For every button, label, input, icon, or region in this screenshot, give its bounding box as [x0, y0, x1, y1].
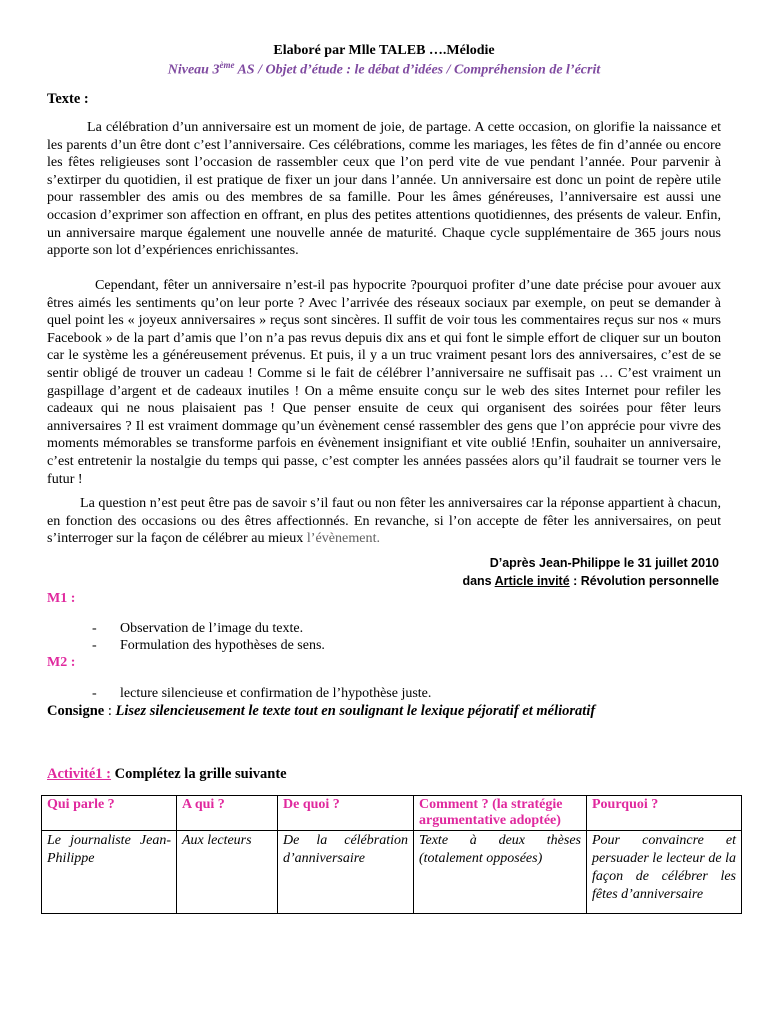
header-author: Elaboré par Mlle TALEB ….Mélodie — [273, 43, 495, 58]
paragraph-2-tail: l’évènement. — [306, 530, 381, 547]
paragraph-2 — [47, 277, 721, 488]
m2-item-text: lecture silencieuse et confirmation de l’hypothèse juste. — [120, 686, 432, 701]
m1-item-text: Observation de l’image du texte. — [120, 621, 304, 636]
consigne — [47, 703, 595, 720]
source-line-1: D’après Jean-Philippe le 31 juillet 2010 — [489, 556, 719, 570]
source-suffix: : Révolution personnelle — [569, 574, 719, 588]
level-prefix: Niveau 3 — [167, 62, 220, 78]
m1-item-text: Formulation des hypothèses de sens. — [120, 638, 325, 653]
consigne-text: Lisez silencieusement le texte tout en soulignant le lexique péjoratif et mélioratif — [115, 703, 596, 719]
texte-title: Texte : — [47, 91, 89, 107]
header-de-quoi: De quoi ? — [278, 796, 414, 831]
cell-de-quoi: De la célébration d’anniversaire — [278, 831, 414, 914]
table-row — [42, 831, 742, 914]
m1-label: M1 : — [47, 591, 76, 606]
bullet-dash: - — [92, 638, 97, 653]
paragraph-2-text: Cependant, fêter un anniversaire n’est-il pas hypocrite ?pourquoi profiter d’une date précise pour avouer aux êtres aimés les sentiments qu’on leur porte ? Avec l’arrivée des réseaux sociaux par exemple, on peut se demander à quel point les « joyeux anniversaires » reçus sont sincères. Il suffit de voir tous les commentaires reçus sur nos « murs Facebook » de la part d’amis que l’on n’a pas revus depuis dix ans et qui font le simple effort de cliquer sur un bouton car le système les a généreusement prévenus. Et puis, il y a un truc vraiment pesant lors des anniversaires, c’est de se sentir obligé de trouver un cadeau ! Comme si le fait de célébrer l’anniversaire ne suffisait pas … C’est vraiment un gaspillage d’argent et de cadeaux inutiles ! On a même ensuite conçu sur le web des sites Internet pour refiler les cadeaux qui ne nous plaisaient pas ! Que penser ensuite de ceux qui organisent des soirées pour fêter leurs anniversaires ? Il est vraiment dommage qu’un évènement censé rassembler des gens que l’on apprécie pour vivre des moments mémorables se transforme parfois en évènement insignifiant et vite oublié !Enfin, souhaiter un anniversaire, c’est entretenir la nostalgie du temps qui passe, c’est compter les années passées alors qu’il faudrait se tourner vers le futur ! — [47, 277, 721, 487]
source-prefix: dans — [462, 574, 495, 588]
source-article-link: Article invité — [494, 574, 570, 588]
paragraph-3 — [47, 495, 721, 548]
consigne-separator: : — [104, 703, 116, 719]
activity-text: Complétez la grille suivante — [111, 766, 287, 782]
header-comment: Comment ? (la stratégie argumentative adoptée) — [414, 796, 587, 831]
header-qui-parle: Qui parle ? — [42, 796, 177, 831]
header-pourquoi: Pourquoi ? — [587, 796, 742, 831]
m2-label: M2 : — [47, 655, 76, 670]
analysis-grid — [41, 795, 742, 914]
level-suffix: AS / Objet d’étude : le débat d’idées / Compréhension de l’écrit — [234, 62, 601, 78]
cell-qui-parle: Le journaliste Jean-Philippe — [42, 831, 177, 914]
cell-a-qui: Aux lecteurs — [177, 831, 278, 914]
table-header-row — [42, 796, 742, 831]
activity-1 — [47, 766, 287, 783]
header-level — [0, 60, 768, 79]
consigne-label: Consigne — [47, 703, 105, 719]
source-line-2 — [462, 574, 719, 588]
activity-label: Activité1 : — [47, 766, 112, 782]
cell-pourquoi: Pour convaincre et persuader le lecteur de la façon de célébrer les fêtes d’anniversaire — [587, 831, 742, 914]
level-sup: ème — [219, 60, 235, 70]
paragraph-1: La célébration d’un anniversaire est un moment de joie, de partage. A cette occasion, on glorifie la naissance et les parents d’un être dont c’est l’anniversaire. Ces célébrations, comme les mariages, les fêtes de fin d’année ou encore les fêtes religieuses sont l’occasion de rassembler ceux que l’on perd vite de vue pendant l’année. Pour parvenir à s’extirper du quotidien, il est pratique de fixer un jour dans l’année. Un anniversaire est donc un point de repère utile pour rassembler des amis ou des membres de sa famille. Pour les âmes généreuses, l’anniversaire est aussi une occasion d’exprimer son affection en offrant, en plus des petites attentions quotidiennes, des présents de valeur. Enfin, un anniversaire marque également une nouvelle année de maturité. Chaque cycle supplémentaire de 365 jours nous apporte son lot d’expériences enrichissantes. — [47, 119, 721, 259]
paragraph-3-text: La question n’est peut être pas de savoir s’il faut ou non fêter les anniversaires car la réponse appartient à chacun, en fonction des occasions ou des êtres affectionnés. En revanche, si l’on accepte de fêter les anniversaires, on peut s’interroger sur la façon de célébrer au mieux — [47, 495, 721, 547]
bullet-dash: - — [92, 621, 97, 636]
bullet-dash: - — [92, 686, 97, 701]
header-a-qui: A qui ? — [177, 796, 278, 831]
cell-comment: Texte à deux thèses (totalement opposées) — [414, 831, 587, 914]
